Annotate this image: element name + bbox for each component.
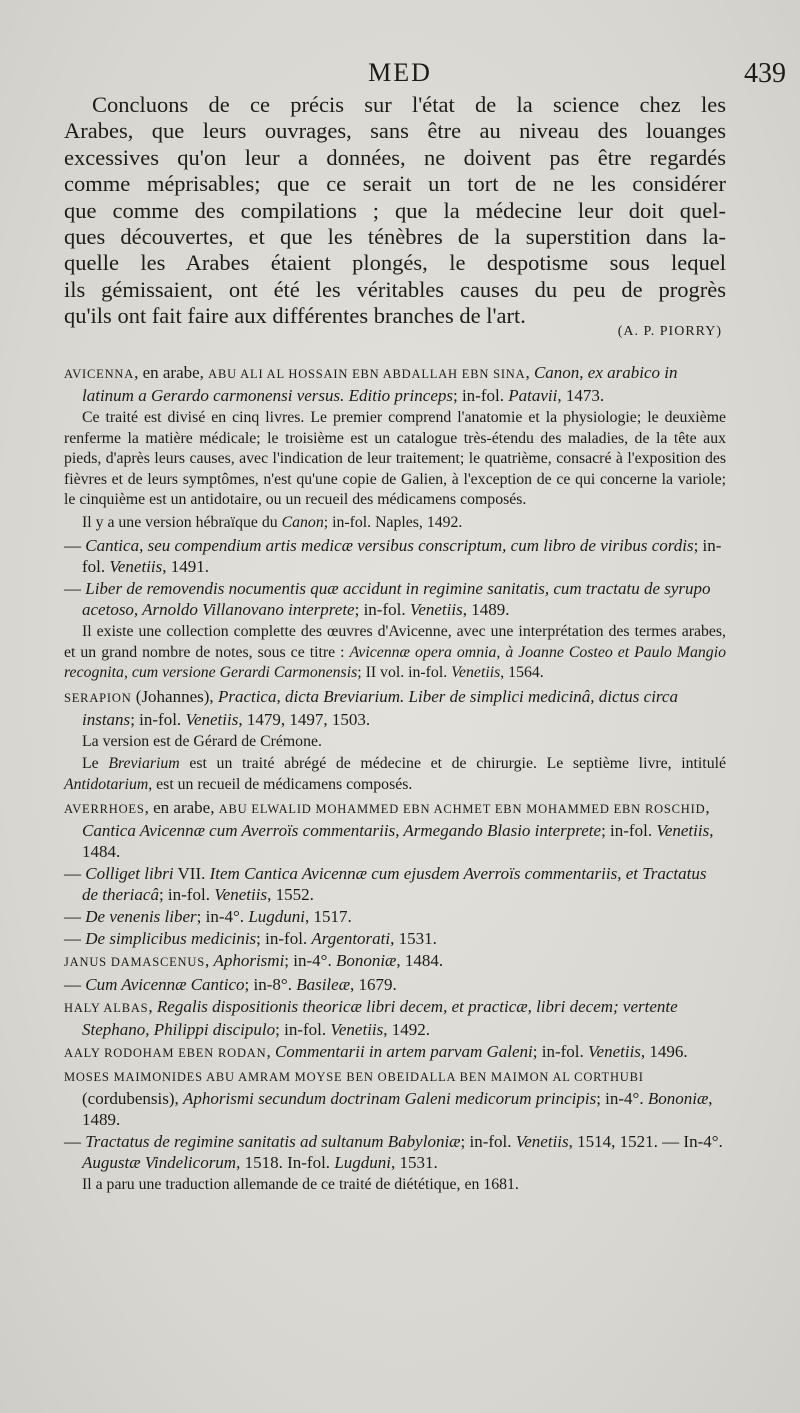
intro-line: ils gémissaient, ont été les véritables causes du peu de progrès	[64, 276, 726, 302]
entry-haly: HALY ALBAS, Regalis dispositionis theoricæ libri decem, et practicæ, libri decem; vertente Stephano, Philippi discipulo; in-fol. Venetiis, 1492.	[64, 997, 678, 1039]
intro-line: que comme des compilations ; que la médecine leur doit quel-	[64, 197, 726, 223]
entry-note: Il existe une collection complette des œuvres d'Avicenne, avec une interprétation des termes arabes, et un grand nombre de notes, sous ce titre : Avicennæ opera omnia, à Joanne Costeo et Paulo Mangio recognita, cum versione Gerardi Carmonensis; II vol. in-fol. Venetiis, 1564.	[64, 623, 726, 681]
intro-line: Concluons de ce précis sur l'état de la science chez les	[92, 92, 726, 117]
author-name: JANUS DAMASCENUS	[64, 955, 205, 969]
work-title: Cantica Avicennæ cum Averroïs commentariis, Armegando Blasio interprete	[82, 821, 602, 840]
author-name: AVICENNA	[64, 367, 135, 381]
work-title: Colliget libri	[85, 864, 174, 883]
place: Patavii	[508, 386, 558, 405]
author-name: MOSES MAIMONIDES ABU AMRAM MOYSE BEN OBEIDALLA BEN MAIMON AL CORTHUBI	[64, 1070, 644, 1084]
entry-janus: JANUS DAMASCENUS, Aphorismi; in-4°. Bononiæ, 1484.	[64, 951, 444, 970]
entry-note: La version est de Gérard de Crémone.	[82, 732, 322, 750]
entry-liber: — Liber de removendis nocumentis quæ accidunt in regimine sanitatis, cum tractatu de syrupo acetoso, Arnoldo Villanovano interprete; in-fol. Venetiis, 1489.	[64, 579, 711, 619]
entry-avicenna: AVICENNA, en arabe, ABU ALI AL HOSSAIN EBN ABDALLAH EBN SINA, Canon, ex arabico in latinum a Gerardo carmonensi versus. Editio princeps; in-fol. Patavii, 1473.	[64, 363, 678, 405]
work-title: De simplicibus medicinis	[85, 929, 257, 948]
author-name: AVERRHOES	[64, 802, 145, 816]
work-title: Aphorismi	[213, 951, 285, 970]
work-title: Aphorismi secundum doctrinam Galeni medicorum principis	[183, 1089, 597, 1108]
work-title: Cum Avicennæ Cantico	[85, 975, 245, 994]
author-name: SERAPION	[64, 690, 132, 705]
intro-line: Arabes, que leurs ouvrages, sans être au niveau des louanges	[64, 118, 726, 144]
entry-averrhoes: AVERRHOES, en arabe, ABU ELWALID MOHAMMED EBN ACHMET EBN MOHAMMED EBN ROSCHID, Cantica Avicennæ cum Averroïs commentariis, Armegando Blasio interprete; in-fol. Venetiis, 1484.	[64, 798, 714, 861]
work-title: Practica, dicta Breviarium. Liber de simplici medicinâ, dictus circa instans	[82, 686, 678, 729]
author-name: AALY RODOHAM EBEN RODAN	[64, 1046, 267, 1060]
work-title: De venenis liber	[85, 907, 197, 926]
entry-cum: — Cum Avicennæ Cantico; in-8°. Basileæ, 1679.	[64, 975, 397, 994]
entry-venenis: — De venenis liber; in-4°. Lugduni, 1517.	[64, 907, 352, 926]
intro-line: qu'ils ont fait faire aux différentes branches de l'art.	[64, 303, 526, 329]
author-name: HALY ALBAS	[64, 1001, 149, 1015]
entry-tractatus: — Tractatus de regimine sanitatis ad sultanum Babyloniæ; in-fol. Venetiis, 1514, 1521. — In-4°. Augustæ Vindelicorum, 1518. In-fol. Lugduni, 1531.	[64, 1132, 723, 1172]
running-head: MED	[368, 58, 432, 87]
entry-note: Il a paru une traduction allemande de ce traité de diététique, en 1681.	[82, 1176, 519, 1193]
work-title: Tractatus de regimine sanitatis ad sultanum Babyloniæ	[85, 1132, 461, 1151]
entry-serapion: SERAPION (Johannes), Practica, dicta Breviarium. Liber de simplici medicinâ, dictus circa instans; in-fol. Venetiis, 1479, 1497, 1503.	[64, 686, 678, 729]
intro-paragraph	[64, 92, 726, 330]
page-number: 439	[744, 58, 786, 89]
entry-note: Il y a une version hébraïque du Canon; in-fol. Naples, 1492.	[82, 513, 463, 531]
work-title: Canon, ex arabico in latinum a Gerardo carmonensi versus. Editio princeps	[82, 363, 678, 405]
entry-aaly: AALY RODOHAM EBEN RODAN, Commentarii in artem parvam Galeni; in-fol. Venetiis, 1496.	[64, 1042, 688, 1061]
intro-line: quelle les Arabes étaient plongés, le despotisme sous lequel	[64, 250, 726, 276]
work-title: Commentarii in artem parvam Galeni	[274, 1042, 533, 1061]
entry-moses: MOSES MAIMONIDES ABU AMRAM MOYSE BEN OBEIDALLA BEN MAIMON AL CORTHUBI (cordubensis), Aphorismi secundum doctrinam Galeni medicorum principis; in-4°. Bononiæ, 1489.	[64, 1070, 713, 1129]
entry-simplicibus: — De simplicibus medicinis; in-fol. Argentorati, 1531.	[64, 929, 437, 948]
intro-line: ques découvertes, et que les ténèbres de la superstition dans la-	[64, 224, 726, 250]
intro-line: comme méprisables; que ce serait un tort de ne les considérer	[64, 171, 726, 197]
work-title: Regalis dispositionis theoricæ libri decem, et practicæ, libri decem; vertente Stephano, Philippi discipulo	[82, 997, 678, 1039]
work-title: Cantica, seu compendium artis medicæ versibus conscriptum, cum libro de viribus cordis	[85, 536, 694, 555]
author-arabic-name: ABU ALI AL HOSSAIN EBN ABDALLAH EBN SINA	[208, 367, 526, 381]
entry-note: Le Breviarium est un traité abrégé de médecine et de chirurgie. Le septième livre, intitulé Antidotarium, est un recueil de médicamens composés.	[64, 755, 726, 793]
work-title: Liber de removendis nocumentis quæ accidunt in regimine sanitatis, cum tractatu de syrupo acetoso, Arnoldo Villanovano interprete	[82, 579, 711, 619]
entry-colliget: — Colliget libri VII. Item Cantica Avicennæ cum ejusdem Averroïs commentariis, et Tractatus de theriacâ; in-fol. Venetiis, 1552.	[64, 864, 707, 904]
entry-cantica: — Cantica, seu compendium artis medicæ versibus conscriptum, cum libro de viribus cordis; in-fol. Venetiis, 1491.	[64, 536, 722, 576]
entry-note: Ce traité est divisé en cinq livres. Le premier comprend l'anatomie et la physiologie; le deuxième renferme la matière médicale; le troisième est un catalogue très-étendu des maladies, de la tête aux pieds, d'après leurs causes, avec l'indication de leur traitement; le quatrième, consacré à l'exposition des fièvres et de leurs symptômes, n'est qu'une copie de Galien, à l'exception de ce qui concerne la variole; le cinquième est un antidotaire, ou un recueil des médicamens composés.	[64, 409, 726, 508]
intro-line: excessives qu'on leur a données, ne doivent pas être regardés	[64, 144, 726, 170]
author-signature: (A. P. PIORRY)	[617, 324, 722, 339]
bibliography	[64, 362, 726, 1198]
